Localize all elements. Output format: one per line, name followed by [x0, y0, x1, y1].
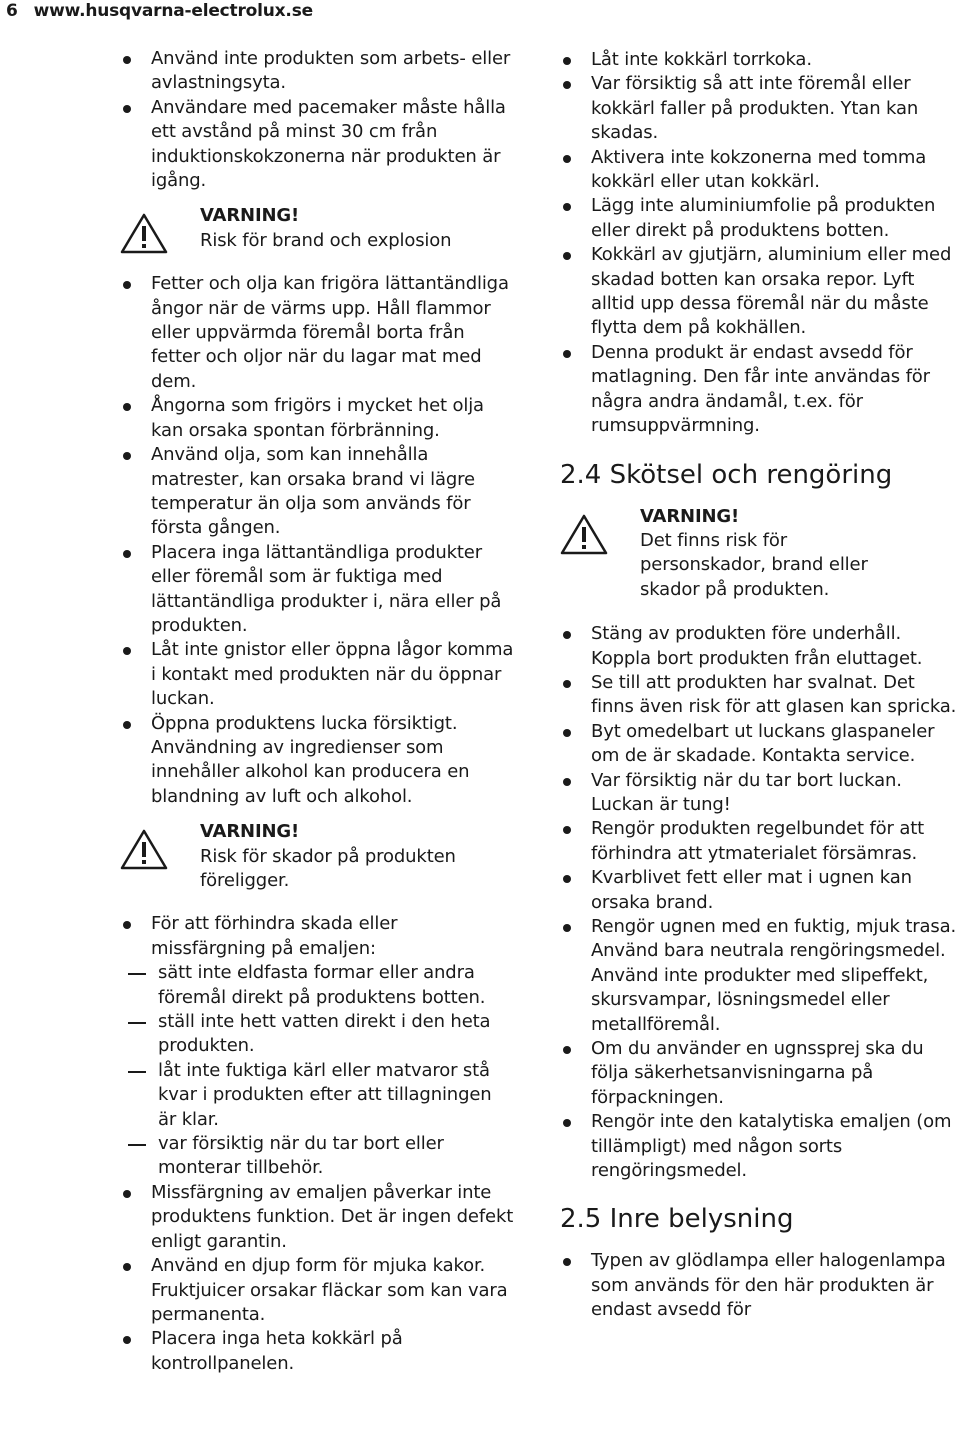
list-item: Stäng av produkten före underhåll. Koppla bort produkten från eluttaget. — [560, 622, 960, 671]
list-item: Placera inga lättantändliga produkter eller föremål som är fuktiga med lättantändliga produkter i, nära eller på produkten. — [120, 541, 515, 639]
website-url: www.husqvarna-electrolux.se — [33, 1, 313, 21]
warning-triangle-icon — [560, 513, 608, 555]
list-item: Missfärgning av emaljen påverkar inte produktens funktion. Det är ingen defekt enligt garantin. — [120, 1181, 515, 1254]
list-item: Låt inte kokkärl torrkoka. — [560, 48, 960, 72]
list-item: Om du använder en ugnssprej ska du följa säkerhetsanvisningarna på förpackningen. — [560, 1037, 960, 1110]
safety-list-4 — [560, 48, 960, 439]
right-column — [560, 48, 960, 1323]
cleaning-list — [560, 622, 960, 1183]
page-header — [6, 0, 313, 22]
lighting-list — [560, 1249, 960, 1322]
list-item: Placera inga heta kokkärl på kontrollpanelen. — [120, 1327, 515, 1376]
dash-item: ställ inte hett vatten direkt i den heta produkten. — [120, 1010, 515, 1059]
list-item: Låt inte gnistor eller öppna lågor komma i kontakt med produkten när du öppnar luckan. — [120, 638, 515, 711]
warning-title: VARNING! — [200, 821, 300, 843]
list-item: Använd olja, som kan innehålla matrester, kan orsaka brand vi lägre temperatur än olja som används för första gången. — [120, 443, 515, 541]
left-column — [120, 47, 515, 1376]
list-item: Typen av glödlampa eller halogenlampa som används för den här produkten är endast avsedd för — [560, 1249, 960, 1322]
list-item: Denna produkt är endast avsedd för matlagning. Den får inte användas för några andra ändamål, t.ex. för rumsuppvärmning. — [560, 341, 960, 439]
section-heading-interior-lighting: 2.5 Inre belysning — [560, 1204, 794, 1235]
dash-item: låt inte fuktiga kärl eller matvaror stå kvar i produkten efter att tillagningen är klar. — [120, 1059, 515, 1132]
list-item-intro: För att förhindra skada eller missfärgning på emaljen: — [151, 913, 398, 959]
list-item: Kokkärl av gjutjärn, aluminium eller med skadad botten kan orsaka repor. Lyft alltid upp dessa föremål när du måste flytta dem på kokhällen. — [560, 243, 960, 341]
warning-box-damage — [120, 820, 515, 893]
warning-triangle-icon — [120, 828, 168, 870]
warning-box-injury — [560, 505, 960, 603]
dash-item: sätt inte eldfasta formar eller andra föremål direkt på produktens botten. — [120, 961, 515, 1010]
warning-text: Det finns risk för personskador, brand eller skador på produkten. — [640, 529, 868, 600]
list-item: Rengör inte den katalytiska emaljen (om tillämpligt) med någon sorts rengöringsmedel. — [560, 1110, 960, 1183]
list-item: Rengör produkten regelbundet för att förhindra att ytmaterialet försämras. — [560, 817, 960, 866]
list-item: Användare med pacemaker måste hålla ett avstånd på minst 30 cm från induktionskokzonerna när produkten är igång. — [120, 96, 515, 194]
warning-title: VARNING! — [200, 205, 300, 227]
safety-list-1 — [120, 47, 515, 193]
list-item: Fetter och olja kan frigöra lättantändliga ångor när de värms upp. Håll flammor eller uppvärmda föremål borta från fetter och oljor när du lagar mat med dem. — [120, 272, 515, 394]
warning-text: Risk för skador på produkten föreligger. — [200, 845, 456, 891]
warning-title: VARNING! — [640, 505, 740, 527]
section-heading-care-cleaning: 2.4 Skötsel och rengöring — [560, 459, 893, 490]
warning-box-fire — [120, 204, 515, 253]
list-item: Använd inte produkten som arbets- eller avlastningsyta. — [120, 47, 515, 96]
list-item: Var försiktig så att inte föremål eller kokkärl faller på produkten. Ytan kan skadas. — [560, 72, 960, 145]
safety-list-2 — [120, 272, 515, 809]
page-number: 6 — [6, 1, 18, 21]
list-item: Ångorna som frigörs i mycket het olja kan orsaka spontan förbränning. — [120, 394, 515, 443]
list-item: Byt omedelbart ut luckans glaspaneler om de är skadade. Kontakta service. — [560, 720, 960, 769]
dash-item: var försiktig när du tar bort eller monterar tillbehör. — [120, 1132, 515, 1181]
warning-triangle-icon — [120, 212, 168, 254]
list-item: Rengör ugnen med en fuktig, mjuk trasa. Använd bara neutrala rengöringsmedel. Använd inte produkter med slipeffekt, skursvampar, lösningsmedel eller metallföremål. — [560, 915, 960, 1037]
dash-list — [151, 961, 515, 1181]
list-item: Öppna produktens lucka försiktigt. Användning av ingredienser som innehåller alkohol kan producera en blandning av luft och alkohol. — [120, 712, 515, 810]
list-item — [120, 912, 515, 1180]
list-item: Använd en djup form för mjuka kakor. Fruktjuicer orsakar fläckar som kan vara permanenta. — [120, 1254, 515, 1327]
safety-list-3 — [120, 912, 515, 1376]
list-item: Aktivera inte kokzonerna med tomma kokkärl eller utan kokkärl. — [560, 146, 960, 195]
warning-text: Risk för brand och explosion — [200, 229, 452, 251]
list-item: Var försiktig när du tar bort luckan. Luckan är tung! — [560, 769, 960, 818]
list-item: Se till att produkten har svalnat. Det finns även risk för att glasen kan spricka. — [560, 671, 960, 720]
list-item: Lägg inte aluminiumfolie på produkten eller direkt på produktens botten. — [560, 194, 960, 243]
list-item: Kvarblivet fett eller mat i ugnen kan orsaka brand. — [560, 866, 960, 915]
